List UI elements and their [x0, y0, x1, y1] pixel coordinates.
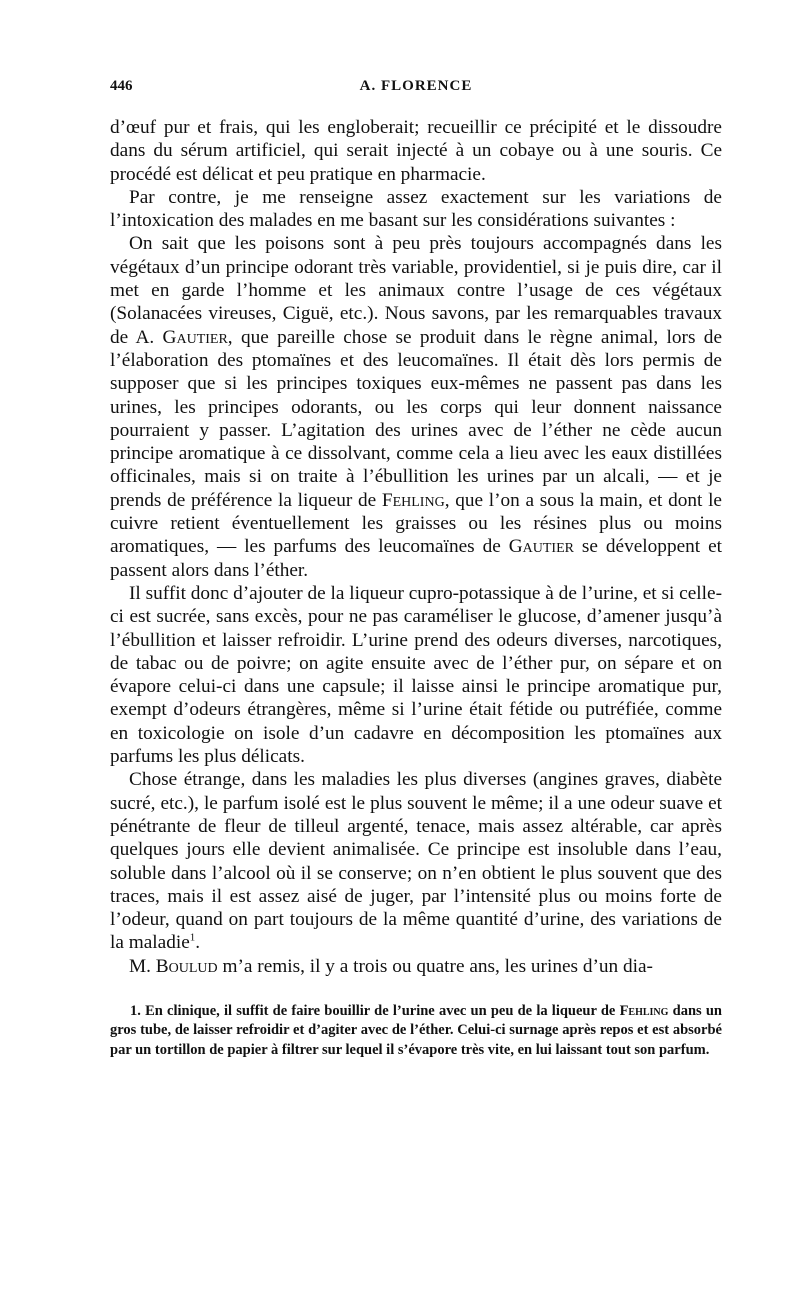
text-run: m’a remis, il y a trois ou quatre ans, les urines d’un dia- — [217, 955, 653, 977]
page-number: 446 — [110, 78, 133, 94]
running-title: A. FLORENCE — [359, 78, 473, 94]
text-run: Par contre, je me renseigne assez exactement sur les variations de l’intoxication des malades en me basant sur les considérations suivantes : — [110, 186, 722, 232]
text-run: 1. En clinique, il suffit de faire bouillir de l’urine avec un peu de la liqueur de — [130, 1002, 620, 1019]
text-run: dans un gros tube, de laisser refroidir et d’agiter avec de l’éther. Celui-ci surnage après repos et est absorbé par un tortillon de papier à filtrer sur lequel il s’évapore très vite, en lui laissant tout son parfum. — [110, 1002, 722, 1058]
text-run: Il suffit donc d’ajouter de la liqueur cupro-potassique à de l’urine, et si celle-ci est sucrée, sans excès, pour ne pas caraméliser le glucose, d’amener jusqu’à l’ébullition et laisser refroidir. L’urine prend des odeurs diverses, narcotiques, de tabac ou de poivre; on agite ensuite avec de l’éther pur, on sépare et on évapore celui-ci dans une capsule; il laisse ainsi le principe aromatique pur, exempt d’odeurs étrangères, même si l’urine était fétide ou putréfiée, comme en toxicologie on isole d’un cadavre en décomposition les ptomaïnes aux parfums les plus délicats. — [110, 582, 722, 768]
author-name: Fehling — [619, 1002, 669, 1019]
text-run: . — [195, 932, 201, 954]
footnote — [110, 1002, 722, 1061]
paragraph — [110, 955, 722, 978]
paragraph — [110, 768, 722, 954]
text-run: , que pareille chose se produit dans le règne animal, lors de l’élaboration des ptomaïnes et des leucomaïnes. Il était dès lors permis de supposer que si les principes toxiques eux-mêmes ne passent pas dans les urines, les principes odorants, ou les corps qui leur donnent naissance pourraient y passer. L’agitation des urines avec de l’éther ne cède aucun principe aromatique à ce dissolvant, comme cela a lieu avec les eaux distillées officinales, mais si on traite à l’ébullition les urines par un alcali, — et je prends de préférence la liqueur de — [110, 326, 722, 511]
running-head — [110, 78, 722, 104]
author-name: Gautier — [162, 326, 228, 348]
paragraph — [110, 582, 722, 768]
text-run: On sait que les poisons sont à peu près toujours accompagnés dans les végétaux d’un principe odorant très variable, providentiel, si je puis dire, car il met en garde l’homme et les animaux contre l’usage de ces végétaux (Solanacées vireuses, Ciguë, etc.). Nous savons, par les remarquables travaux de A. — [110, 233, 722, 348]
text-run: , que l’on a sous la main, et dont le cuivre retient éventuellement les graisses ou les résines plus ou moins aromatiques, — les parfums des leucomaïnes de — [110, 489, 722, 558]
author-name: Boulud — [155, 955, 218, 977]
footnotes — [110, 1002, 722, 1061]
text-run: se développent et passent alors dans l’éther. — [110, 536, 722, 581]
text-run: Chose étrange, dans les maladies les plus diverses (angines graves, diabète sucré, etc.), le parfum isolé est le plus souvent le même; il a une odeur suave et pénétrante de fleur de tilleul argenté, tenace, mais assez altérable, car après quelques jours elle devient animalisée. Ce principe est insoluble dans l’eau, soluble dans l’alcool où il se conserve; on n’en obtient le plus souvent que des traces, mais il est assez aisé de juger, par l’intensité plus ou moins forte de l’odeur, quand on part toujours de la même quantité d’urine, des variations de la maladie — [110, 769, 722, 954]
text-run: M. — [129, 955, 156, 977]
paragraph — [110, 232, 722, 581]
author-name: Fehling — [381, 489, 445, 511]
body-text — [110, 116, 722, 978]
paragraph — [110, 186, 722, 233]
author-name: Gautier — [508, 536, 574, 558]
text-run: d’œuf pur et frais, qui les engloberait; recueillir ce précipité et le dissoudre dans du sérum artificiel, qui serait injecté à un cobaye ou à une souris. Ce procédé est délicat et peu pratique en pharmacie. — [110, 117, 722, 185]
footnote-marker: 1 — [189, 931, 196, 944]
paragraph — [110, 116, 722, 186]
book-page — [110, 78, 722, 1060]
